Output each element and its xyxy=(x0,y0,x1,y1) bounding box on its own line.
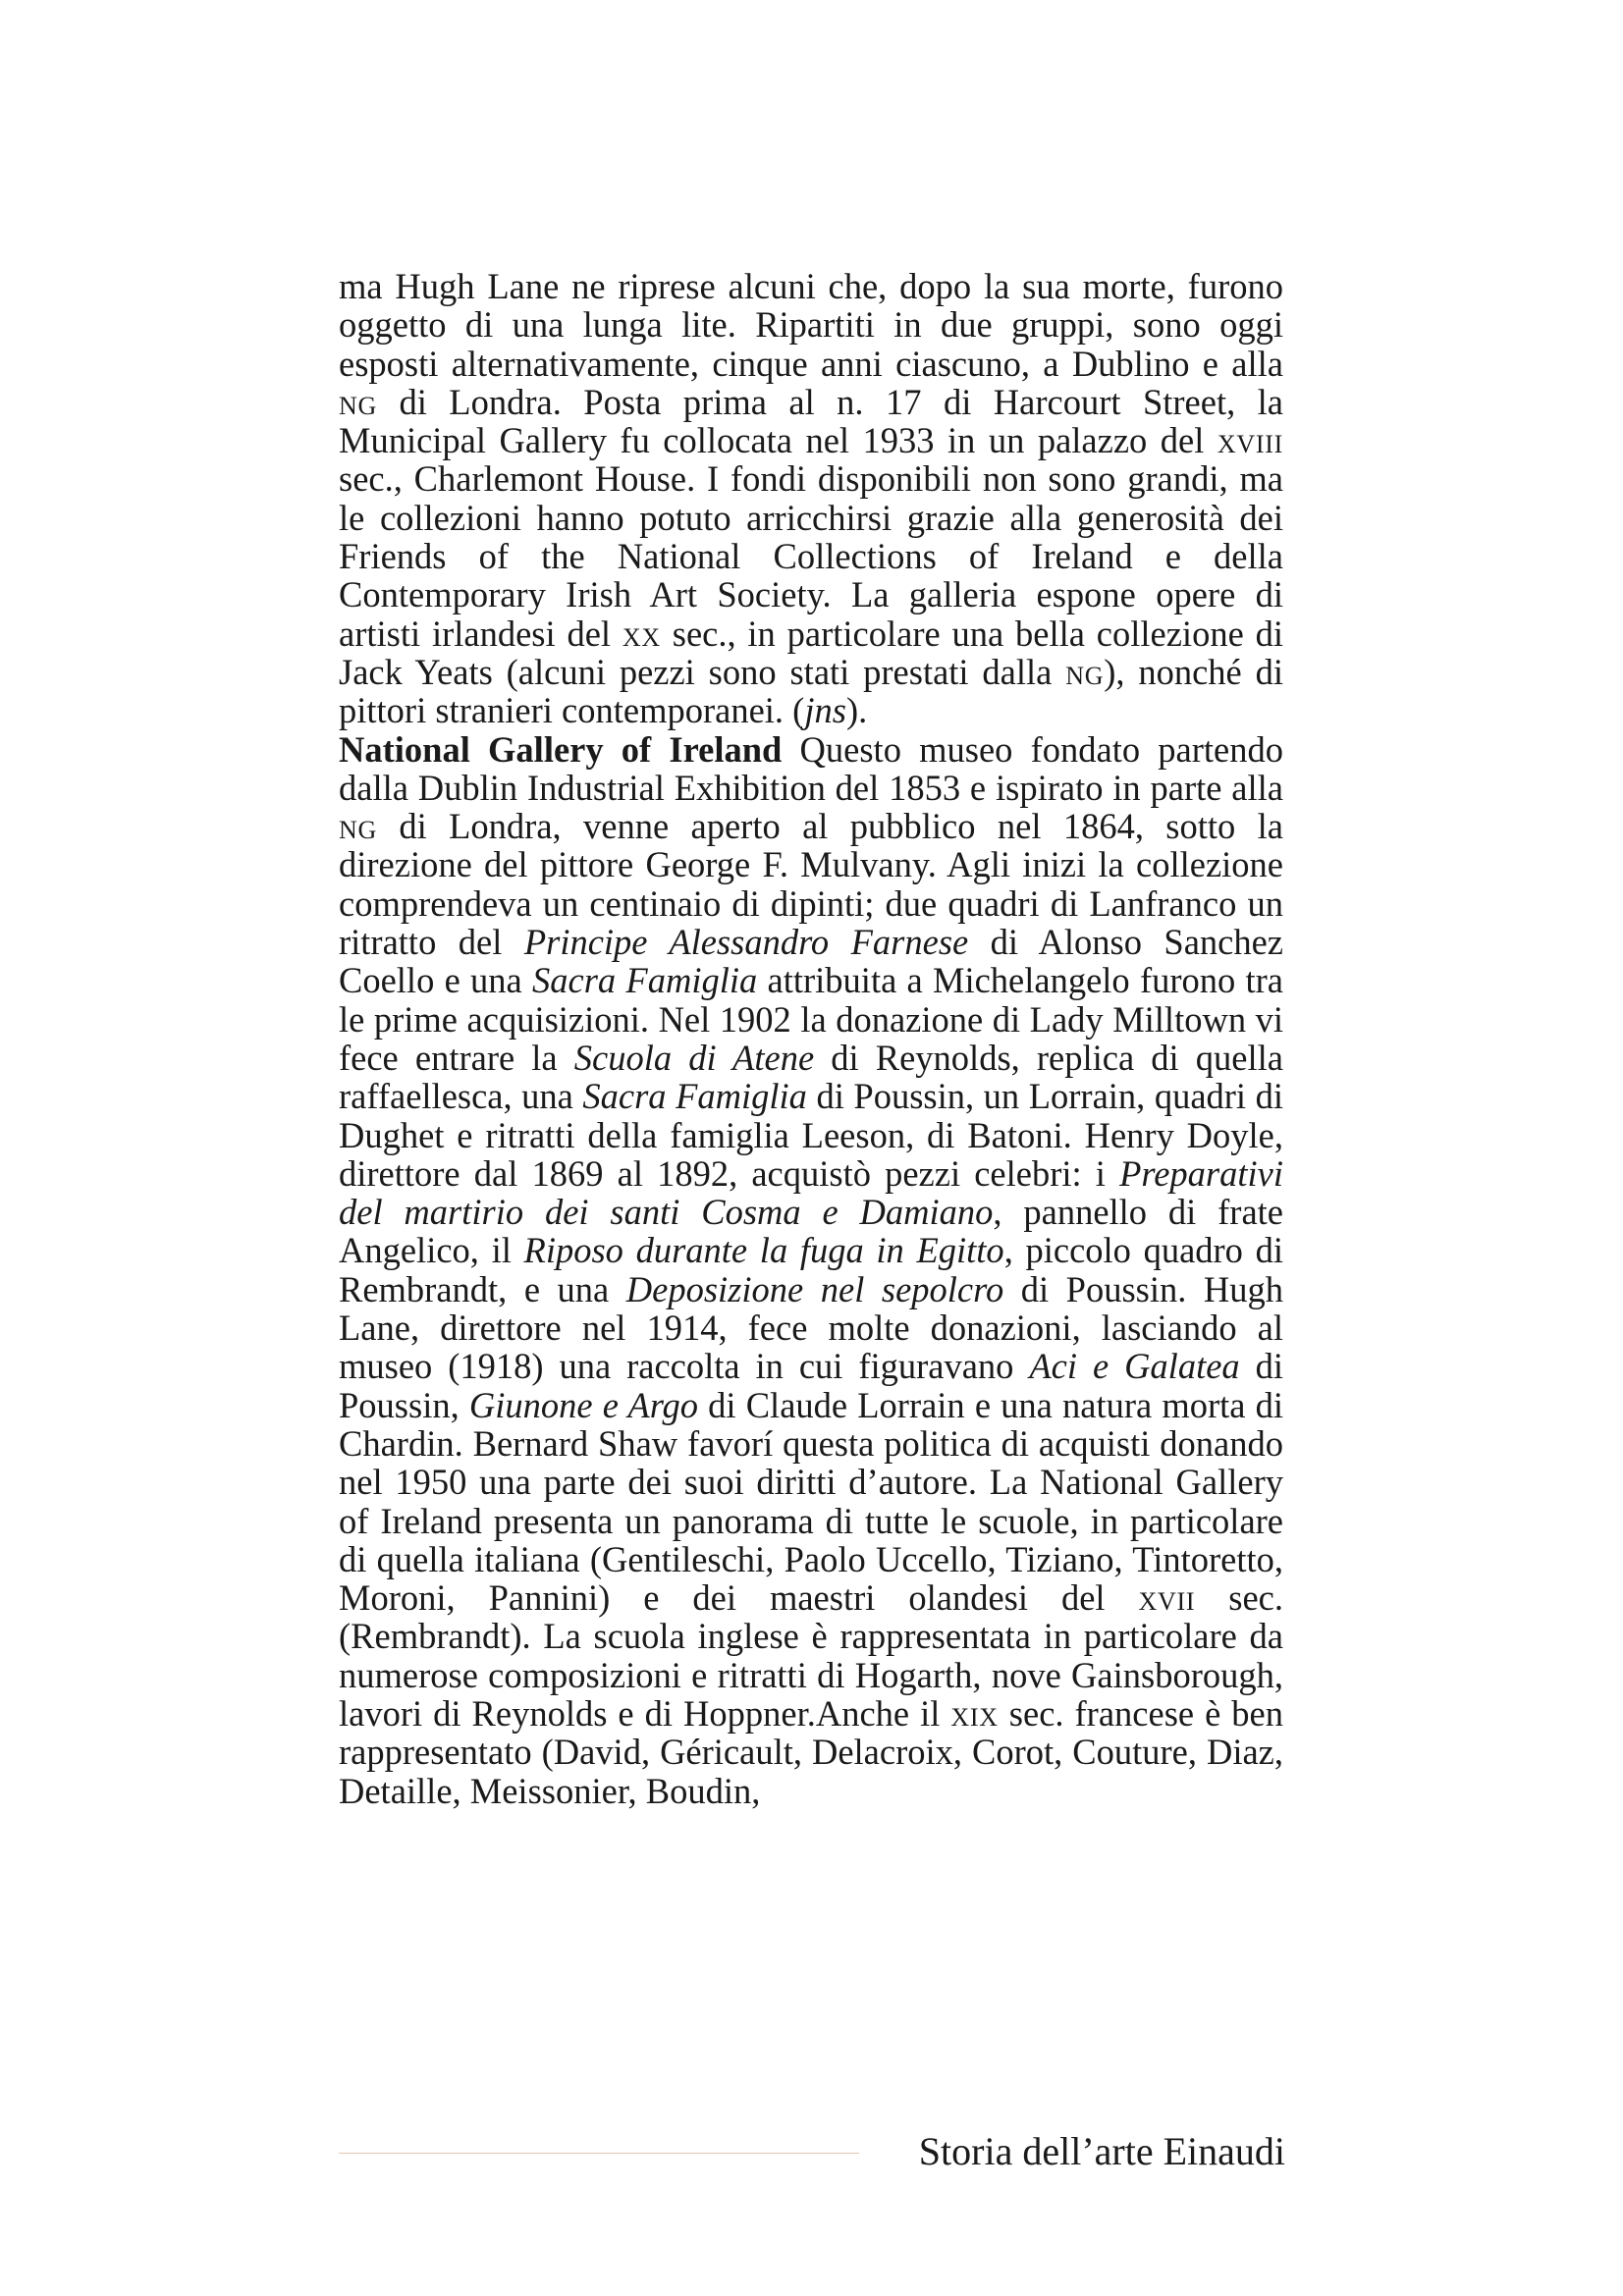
text-run: , piccolo quadro di Rembrandt, e una xyxy=(339,1230,1283,1309)
author-initials: jns xyxy=(804,690,846,731)
text-run: , pannello di frate Angelico, il xyxy=(339,1192,1283,1271)
footer-series-title: Storia dell’arte Einaudi xyxy=(918,2129,1285,2173)
text-run: sec. (Rembrandt). La scuola inglese è rappresentata in particolare da numerose composizioni e ritratti di Hogarth, nove Gainsborough, lavori di Reynolds e di Hoppner.Anche il xyxy=(339,1577,1284,1734)
century-numeral: xviii xyxy=(1217,420,1283,461)
text-run: di Poussin, xyxy=(339,1346,1283,1425)
text-run: ), nonché di pittori stranieri contemporanei. ( xyxy=(339,651,1283,731)
text-run: attribuita a Michelangelo furono tra le prime acquisizioni. Nel 1902 la donazione di Lady Milltown vi fece entrare la xyxy=(339,960,1284,1078)
footer-rule xyxy=(339,2153,859,2154)
artwork-title: Preparativi del martirio dei santi Cosma e Damiano xyxy=(339,1152,1283,1233)
text-run: ma Hugh Lane ne riprese alcuni che, dopo la sua morte, furono oggetto di una lunga lite. Ripartiti in due gruppi, sono oggi esposti alternativamente, cinque anni ciascuno, a Dublino e alla xyxy=(339,266,1283,384)
text-run: di Poussin, un Lorrain, quadri di Dughet e ritratti della famiglia Leeson, di Batoni. Henry Doyle, direttore dal 1869 al 1892, acquistò pezzi celebri: i xyxy=(339,1076,1284,1194)
artwork-title: Aci e Galatea xyxy=(1029,1346,1240,1387)
text-run: di Poussin. Hugh Lane, direttore nel 1914, fece molte donazioni, lasciando al museo (1918) una raccolta in cui figuravano xyxy=(339,1268,1284,1387)
abbreviation-ng: ng xyxy=(339,806,378,847)
artwork-title: Riposo durante la fuga in Egitto xyxy=(523,1230,1004,1271)
text-run: di Reynolds, replica di quella raffaellesca, una xyxy=(339,1037,1283,1117)
century-numeral: xix xyxy=(950,1692,999,1734)
text-run: di Londra, venne aperto al pubblico nel 1864, sotto la direzione del pittore George F. Mulvany. Agli inizi la collezione comprendeva un centinaio di dipinti; due quadri di Lanfranco un ritratto del xyxy=(339,806,1283,963)
text-run: di Alonso Sanchez Coello e una xyxy=(339,922,1283,1001)
text-run: sec., Charlemont House. I fondi disponibili non sono grandi, ma le collezioni hanno potuto arricchirsi grazie alla generosità dei Friends of the National Collections of Ireland e della Contemporary Irish Art Society. La galleria espone opere di artisti irlandesi del xyxy=(339,458,1283,654)
paragraph-national-gallery-of-ireland xyxy=(339,730,1283,1810)
artwork-title: Sacra Famiglia xyxy=(582,1076,807,1117)
abbreviation-ng: ng xyxy=(1065,651,1105,692)
paragraph-municipal-gallery xyxy=(339,267,1283,730)
text-run: sec. francese è ben rappresentato (David, Géricault, Delacroix, Corot, Couture, Diaz, Detaille, Meissonier, Boudin, xyxy=(339,1692,1283,1811)
article-text-column xyxy=(339,267,1283,1810)
artwork-title: Giunone e Argo xyxy=(468,1384,699,1425)
entry-heading: National Gallery of Ireland xyxy=(339,728,783,770)
artwork-title: Deposizione nel sepolcro xyxy=(625,1268,1004,1309)
abbreviation-ng: ng xyxy=(339,381,378,422)
artwork-title: Sacra Famiglia xyxy=(532,960,758,1001)
artwork-title: Principe Alessandro Farnese xyxy=(523,922,969,963)
century-numeral: xx xyxy=(622,613,661,654)
text-run: ). xyxy=(845,690,868,731)
text-run: Questo museo fondato partendo dalla Dublin Industrial Exhibition del 1853 e ispirato in parte alla xyxy=(339,728,1283,808)
text-run: di Claude Lorrain e una natura morta di Chardin. Bernard Shaw favorí questa politica di acquisti donando nel 1950 una parte dei suoi diritti d’autore. La National Gallery of Ireland presenta un panorama di tutte le scuole, in particolare di quella italiana (Gentileschi, Paolo Uccello, Tiziano, Tintoretto, Moroni, Pannini) e dei maestri olandesi del xyxy=(339,1384,1283,1619)
artwork-title: Scuola di Atene xyxy=(573,1037,815,1078)
century-numeral: xvii xyxy=(1138,1577,1196,1619)
text-run: di Londra. Posta prima al n. 17 di Harcourt Street, la Municipal Gallery fu collocata nel 1933 in un palazzo del xyxy=(339,381,1283,461)
text-run: sec., in particolare una bella collezione di Jack Yeats (alcuni pezzi sono stati prestati dalla xyxy=(339,613,1283,692)
